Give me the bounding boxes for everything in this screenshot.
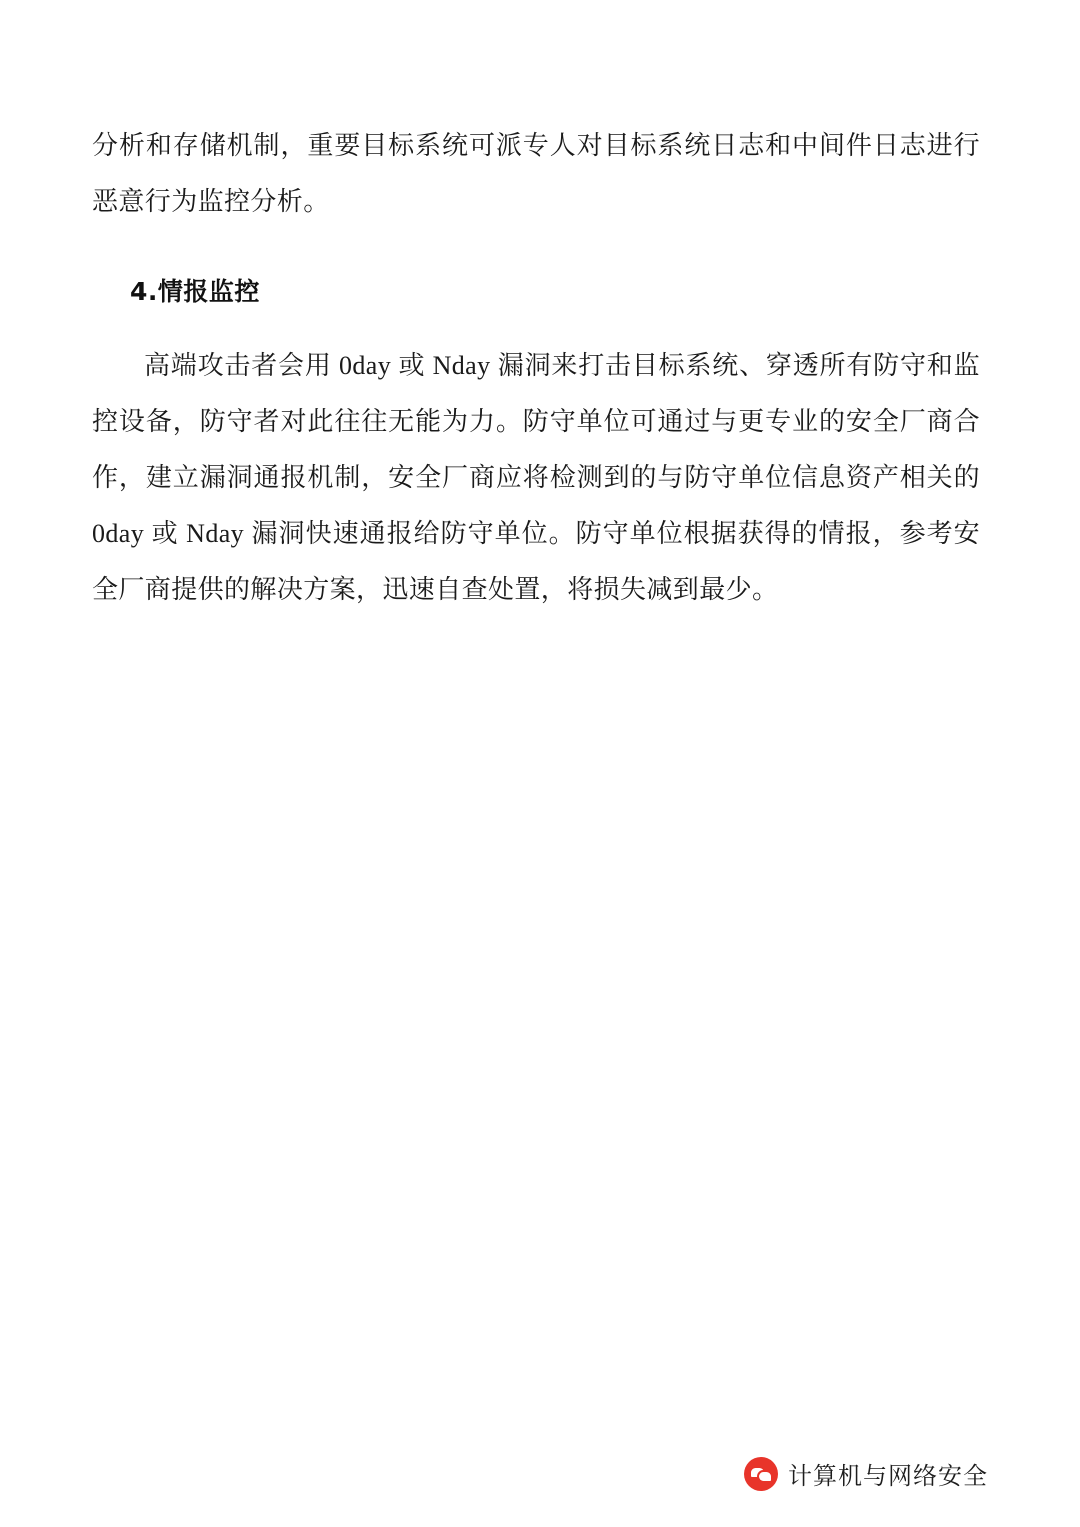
footer-account-name: 计算机与网络安全 (788, 1463, 988, 1490)
wechat-logo-icon (744, 1457, 778, 1491)
section-heading-intelligence-monitoring: 4.情报监控 (130, 277, 260, 306)
paragraph-continued: 分析和存储机制，重要目标系统可派专人对目标系统日志和中间件日志进行恶意行为监控分析。 (92, 131, 980, 216)
footer-account-badge (744, 1456, 988, 1491)
paragraph-intelligence-monitoring: 高端攻击者会用 0day 或 Nday 漏洞来打击目标系统、穿透所有防守和监控设备，防守者对此往往无能为力。防守单位可通过与更专业的安全厂商合作，建立漏洞通报机制，安全厂商应将检测到的与防守单位信息资产相关的 0day 或 Nday 漏洞快速通报给防守单位。防守单位根据获得的情报，参考安全厂商提供的解决方案，迅速自查处置，将损失减到最少。 (92, 351, 980, 604)
document-body (92, 118, 980, 618)
